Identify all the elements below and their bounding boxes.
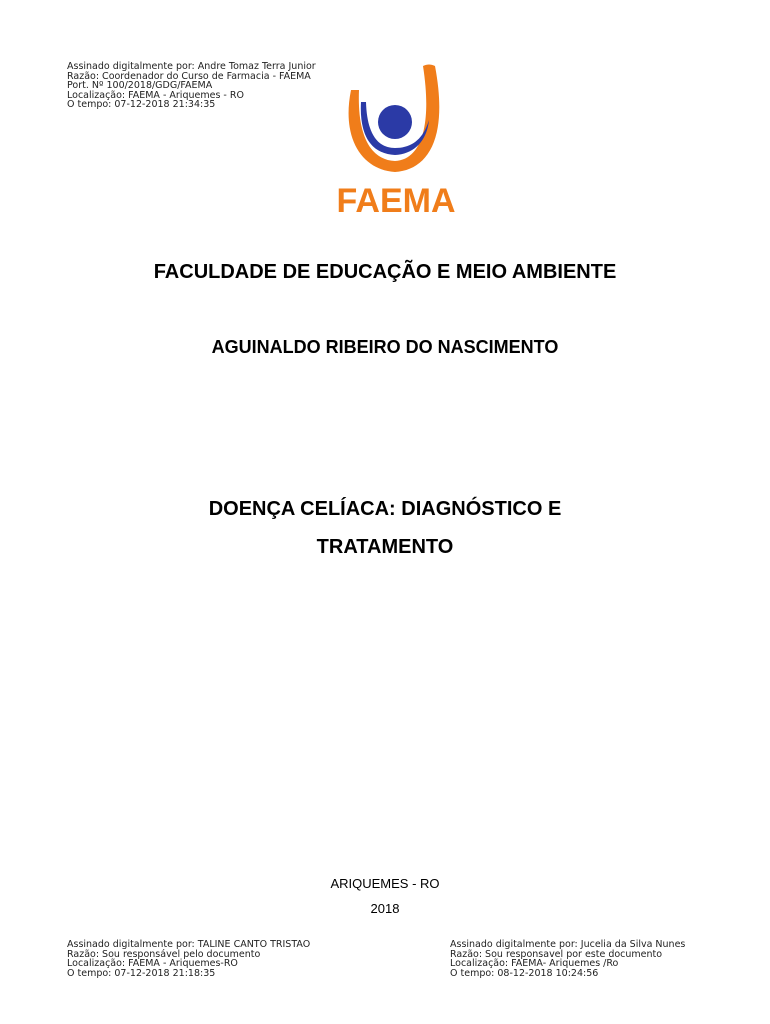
institution-name: FACULDADE DE EDUCAÇÃO E MEIO AMBIENTE bbox=[153, 261, 617, 283]
faema-logo bbox=[323, 60, 469, 218]
signature-line: Razão: Sou responsável pelo documento bbox=[67, 948, 261, 960]
digital-signature-bottom-left bbox=[67, 940, 310, 978]
signature-line: O tempo: 08-12-2018 10:24:56 bbox=[450, 967, 599, 979]
signature-line: Localização: FAEMA - Ariquemes-RO bbox=[67, 958, 238, 970]
signature-line: Localização: FAEMA- Ariquemes /Ro bbox=[450, 958, 619, 970]
signature-line: Assinado digitalmente por: Jucelia da Silva Nunes bbox=[450, 939, 686, 950]
signature-line: Assinado digitalmente por: Andre Tomaz Terra Junior bbox=[67, 61, 316, 72]
signature-line: Razão: Coordenador do Curso de Farmacia - FAEMA bbox=[67, 70, 311, 82]
signature-line: Port. Nº 100/2018/GDG/FAEMA bbox=[67, 80, 213, 92]
signature-line: Razão: Sou responsavel por este documento bbox=[450, 948, 663, 960]
logo-text: FAEMA bbox=[336, 182, 456, 218]
digital-signature-bottom-right bbox=[450, 940, 685, 978]
signature-line: O tempo: 07-12-2018 21:34:35 bbox=[67, 99, 216, 111]
digital-signature-top bbox=[67, 62, 316, 110]
signature-line: O tempo: 07-12-2018 21:18:35 bbox=[67, 967, 216, 979]
year: 2018 bbox=[370, 901, 400, 916]
document-title-line1: DOENÇA CELÍACA: DIAGNÓSTICO E bbox=[208, 498, 562, 520]
signature-line: Localização: FAEMA - Ariquemes - RO bbox=[67, 89, 244, 101]
signature-line: Assinado digitalmente por: TALINE CANTO TRISTAO bbox=[67, 939, 311, 950]
author-name: AGUINALDO RIBEIRO DO NASCIMENTO bbox=[211, 337, 559, 357]
document-title-line2: TRATAMENTO bbox=[316, 536, 454, 558]
city: ARIQUEMES - RO bbox=[330, 876, 440, 891]
